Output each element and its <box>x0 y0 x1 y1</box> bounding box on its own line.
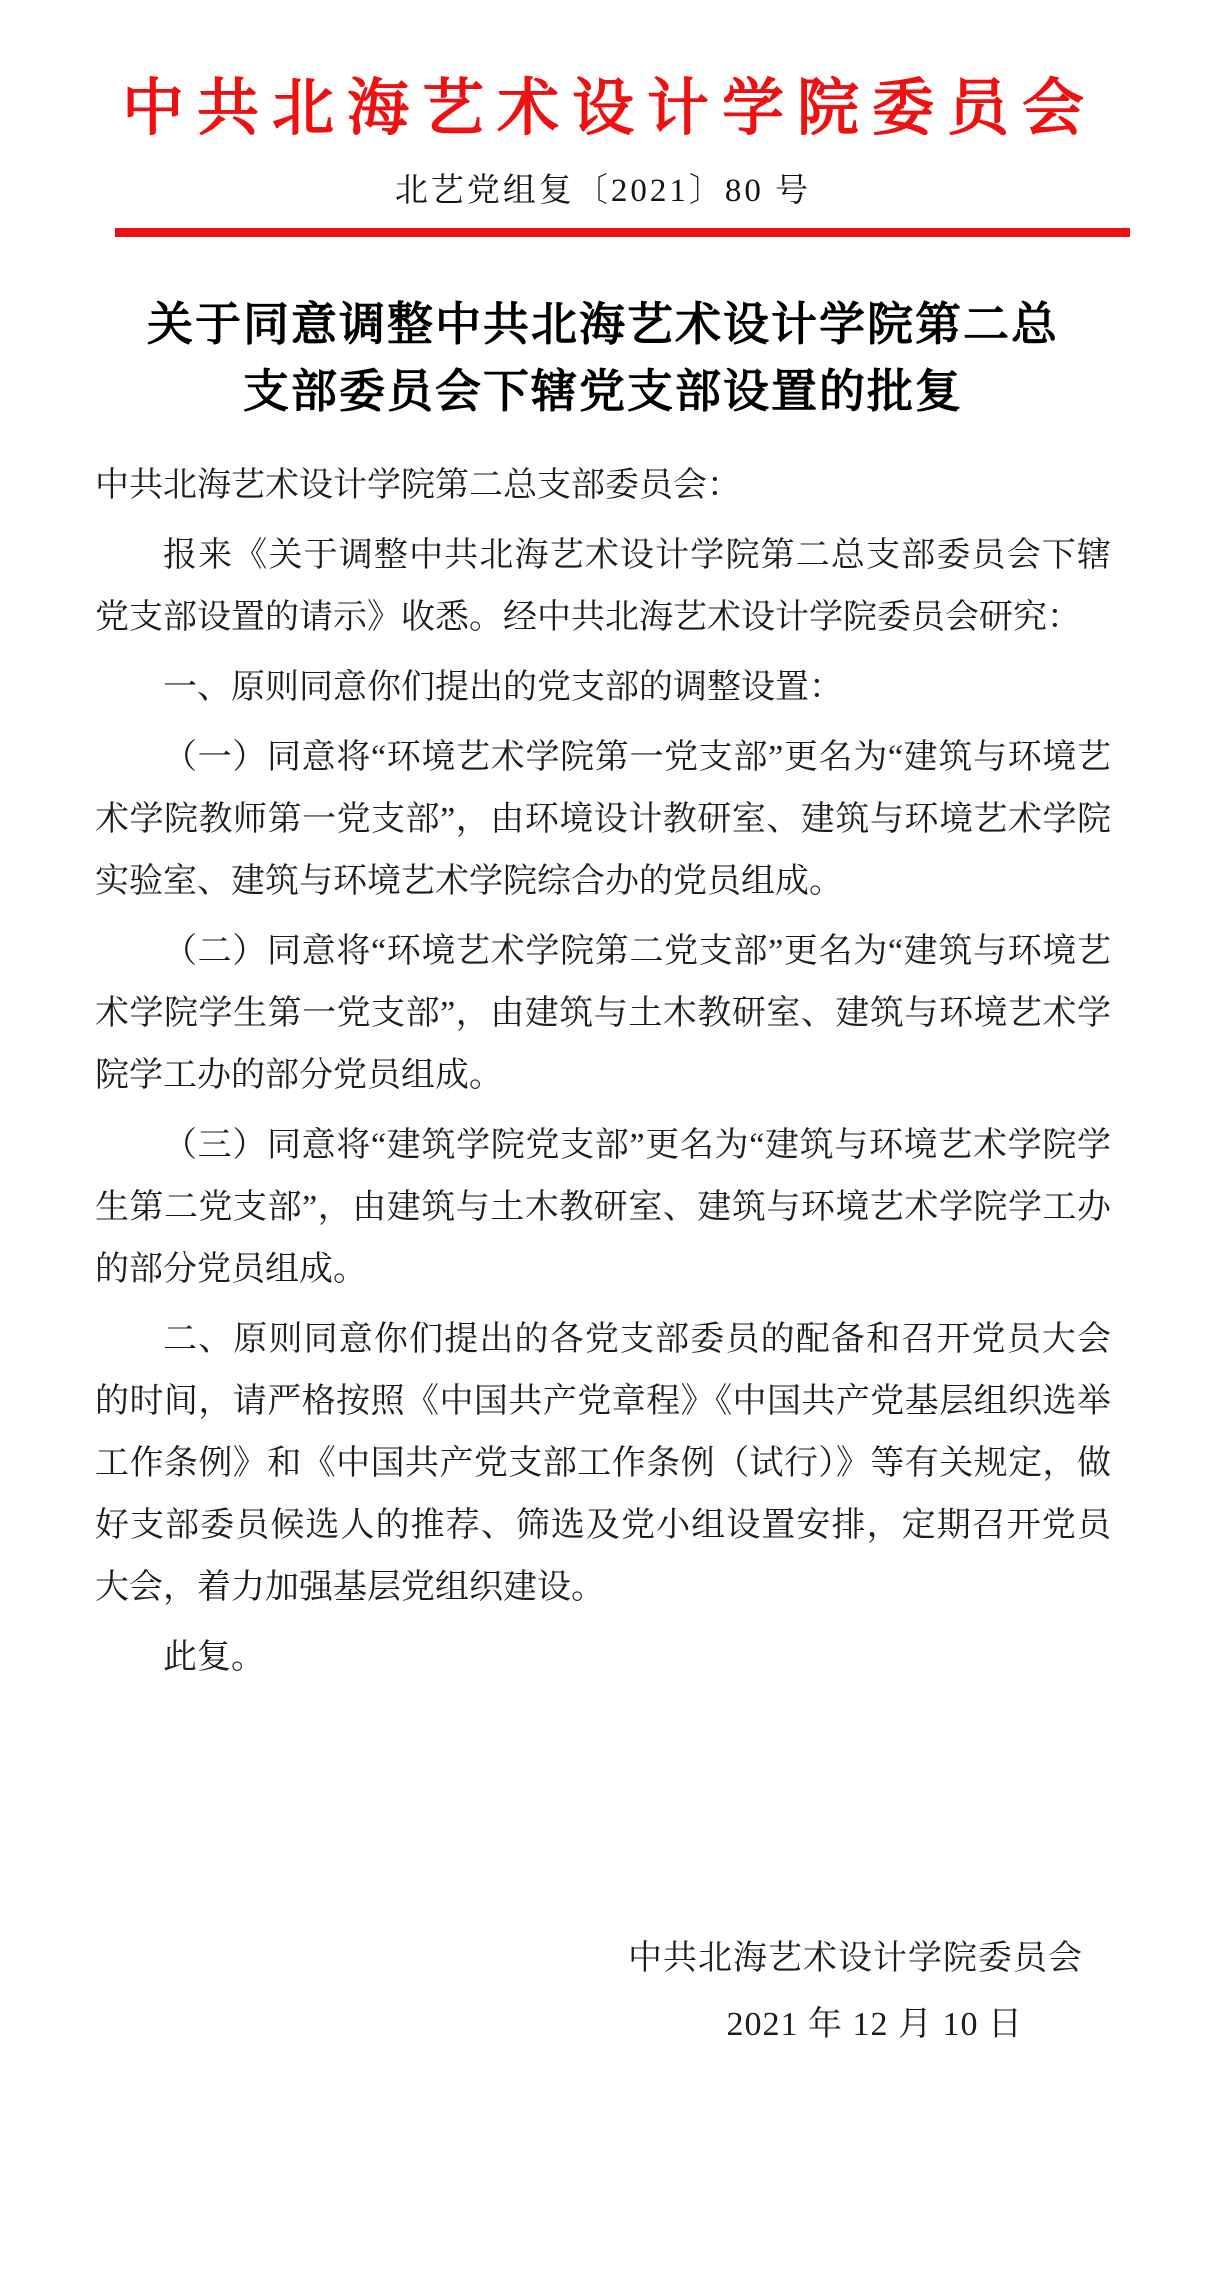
addressee-salutation: 中共北海艺术设计学院第二总支部委员会： <box>95 467 741 504</box>
letterhead-org-title: 中共北海艺术设计学院委员会 <box>121 75 1097 143</box>
document-number: 北艺党组复〔2021〕80 号 <box>394 173 812 209</box>
body-paragraph: （三）同意将“建筑学院党支部”更名为“建筑与环境艺术学院学生第二党支部”，由建筑与土木教研室、建筑与环境艺术学院学工办的部分党员组成。 <box>95 1127 1111 1288</box>
body-paragraph: （二）同意将“环境艺术学院第二党支部”更名为“建筑与环境艺术学院学生第一党支部”，由建筑与土木教研室、建筑与环境艺术学院学工办的部分党员组成。 <box>95 933 1111 1094</box>
body-paragraph: 二、原则同意你们提出的各党支部委员的配备和召开党员大会的时间，请严格按照《中国共产党章程》《中国共产党基层组织选举工作条例》和《中国共产党支部工作条例（试行）》等有关规定，做好支部委员候选人的推荐、筛选及党小组设置安排，定期召开党员大会，着力加强基层党组织建设。 <box>95 1321 1111 1606</box>
body-paragraph: 此复。 <box>163 1639 265 1676</box>
document-body <box>95 455 1111 1689</box>
body-paragraph: 报来《关于调整中共北海艺术设计学院第二总支部委员会下辖党支部设置的请示》收悉。经中共北海艺术设计学院委员会研究： <box>95 537 1111 636</box>
document-title <box>0 291 1206 425</box>
body-paragraph: （一）同意将“环境艺术学院第一党支部”更名为“建筑与环境艺术学院教师第一党支部”，由环境设计教研室、建筑与环境艺术学院实验室、建筑与环境艺术学院综合办的党员组成。 <box>95 739 1111 900</box>
body-paragraph: 一、原则同意你们提出的党支部的调整设置： <box>163 669 843 706</box>
signature-org-name: 中共北海艺术设计学院委员会 <box>628 1940 1083 1977</box>
document-title-line-1: 关于同意调整中共北海艺术设计学院第二总 <box>147 299 1059 350</box>
document-title-line-2: 支部委员会下辖党支部设置的批复 <box>243 366 963 417</box>
body-paragraphs <box>95 525 1111 1689</box>
letterhead-divider-rule <box>115 228 1130 237</box>
signature-date: 2021 年 12 月 10 日 <box>726 2006 1023 2043</box>
